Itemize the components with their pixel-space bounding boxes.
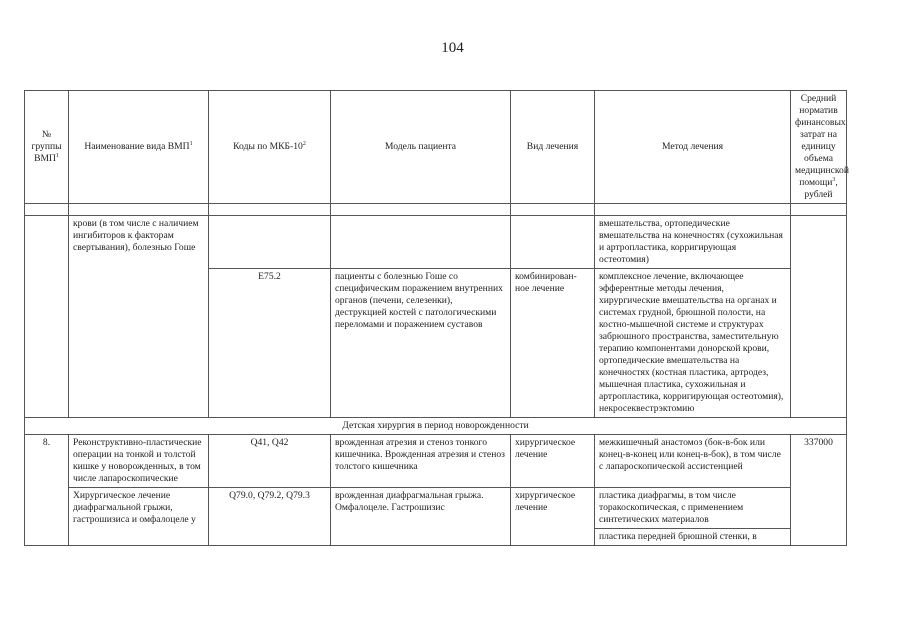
- cell-treatment-type: хирургическое лечение: [511, 434, 595, 487]
- cell-vmp-name: крови (в том числе с наличием ингибиторов к факторам свертывания), болезнью Гоше: [69, 216, 209, 418]
- header-vmp-name: Наименование вида ВМП$^1$: [69, 91, 209, 204]
- header-mkb: Коды по МКБ-$10^2$: [209, 91, 331, 204]
- header-treatment-type: Вид лечения: [511, 91, 595, 204]
- cell-vmp-name: Хирургическое лечение диафрагмальной грыжи, гастрошизиса и омфалоцеле у: [69, 487, 209, 545]
- table-row: [25, 434, 847, 487]
- table-header-row: [25, 91, 847, 204]
- page-number: 104: [441, 40, 464, 56]
- cell-group-no: 8.: [25, 434, 69, 545]
- cell-treatment-type: хирургическое лечение: [511, 487, 595, 545]
- cell-vmp-name: Реконструктивно-пластические операции на тонкой и толстой кишке у новорожденных, в том числе лапароскопические: [69, 434, 209, 487]
- cell-mkb-code: Q79.0, Q79.2, Q79.3: [209, 487, 331, 545]
- spacer-row: [25, 204, 847, 216]
- section-title: Детская хирургия в период новорожденности: [25, 417, 847, 434]
- cell-mkb-code: Q41, Q42: [209, 434, 331, 487]
- cell-method: вмешательства, ортопедические вмешательства на конечностях (сухожильная и артропластика, корригирующая остеотомия): [595, 216, 791, 269]
- header-patient-model: Модель пациента: [331, 91, 511, 204]
- vmp-table: [24, 90, 847, 546]
- header-group-no: № группы ВМП$^1$: [25, 91, 69, 204]
- cell-treatment-type: комбинирован-ное лечение: [511, 269, 595, 418]
- header-method: Метод лечения: [595, 91, 791, 204]
- cell-mkb-code: E75.2: [209, 269, 331, 418]
- cell-cost: 337000: [791, 434, 847, 545]
- cell-method: пластика передней брюшной стенки, в: [595, 528, 791, 545]
- cell-patient-model: врожденная атрезия и стеноз тонкого кишечника. Врожденная атрезия и стеноз толстого кишечника: [331, 434, 511, 487]
- cell-method: пластика диафрагмы, в том числе торакоскопическая, с применением синтетических материалов: [595, 487, 791, 528]
- cell-patient-model: врожденная диафрагмальная грыжа. Омфалоцеле. Гастрошизис: [331, 487, 511, 545]
- header-cost: Средний норматив финансовых затрат на единицу объема медицинской помощи$^3$, рублей: [791, 91, 847, 204]
- cell-method: комплексное лечение, включающее эфферентные методы лечения, хирургические вмешательства на органах и системах грудной, брюшной полости, на костно-мышечной системе и структурах забрюшного пространства, заместительную терапию компонентами донорской крови, ортопедические вмешательства на конечностях (костная пластика, артродез, мышечная пластика, сухожильная и артропластика, корригирующая остеотомия), некросеквестрэктомию: [595, 269, 791, 418]
- table-row: [25, 216, 847, 269]
- section-header-row: [25, 417, 847, 434]
- cell-method: межкишечный анастомоз (бок-в-бок или конец-в-конец или конец-в-бок), в том числе с лапароскопической ассистенцией: [595, 434, 791, 487]
- cell-patient-model: пациенты с болезнью Гоше со специфическим поражением внутренних органов (печени, селезенки), деструкцией костей с патологическими переломами и поражением суставов: [331, 269, 511, 418]
- table-row: [25, 487, 847, 528]
